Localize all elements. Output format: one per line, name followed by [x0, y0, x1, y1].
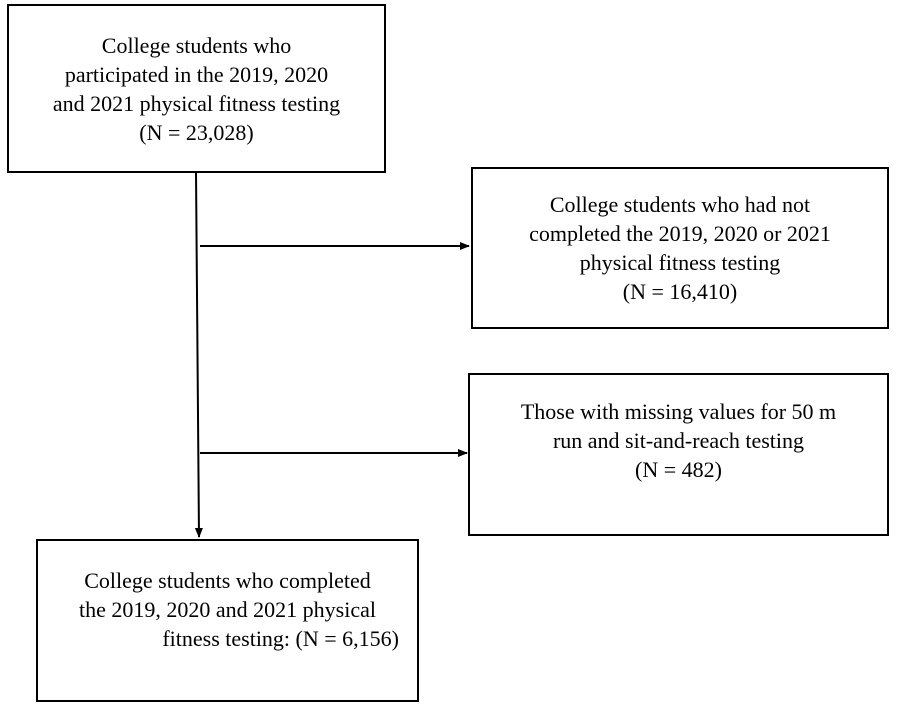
- box-line: participated in the 2019, 2020: [64, 61, 329, 87]
- start-box: [7, 4, 386, 173]
- box-line: fitness testing: (N = 6,156): [162, 626, 399, 651]
- box-line: completed the 2019, 2020 or 2021: [529, 221, 831, 246]
- final-box: [36, 539, 419, 702]
- box-line: (N = 23,028): [139, 119, 254, 145]
- box-line: physical fitness testing: [579, 250, 781, 275]
- box-line: Those with missing values for 50 m: [520, 399, 837, 424]
- excluded-incomplete-box: [471, 167, 889, 329]
- excluded-missing-box: [468, 373, 889, 536]
- box-line: (N = 482): [635, 457, 722, 482]
- box-line: run and sit-and-reach testing: [552, 428, 805, 453]
- box-line: and 2021 physical fitness testing: [52, 90, 341, 116]
- box-line: (N = 16,410): [622, 279, 738, 304]
- main-flow-arrow: [196, 172, 199, 537]
- box-line: College students who had not: [549, 192, 811, 217]
- box-line: the 2019, 2020 and 2021 physical: [79, 597, 376, 622]
- box-line: College students who completed: [84, 568, 371, 593]
- box-line: College students who: [101, 32, 292, 58]
